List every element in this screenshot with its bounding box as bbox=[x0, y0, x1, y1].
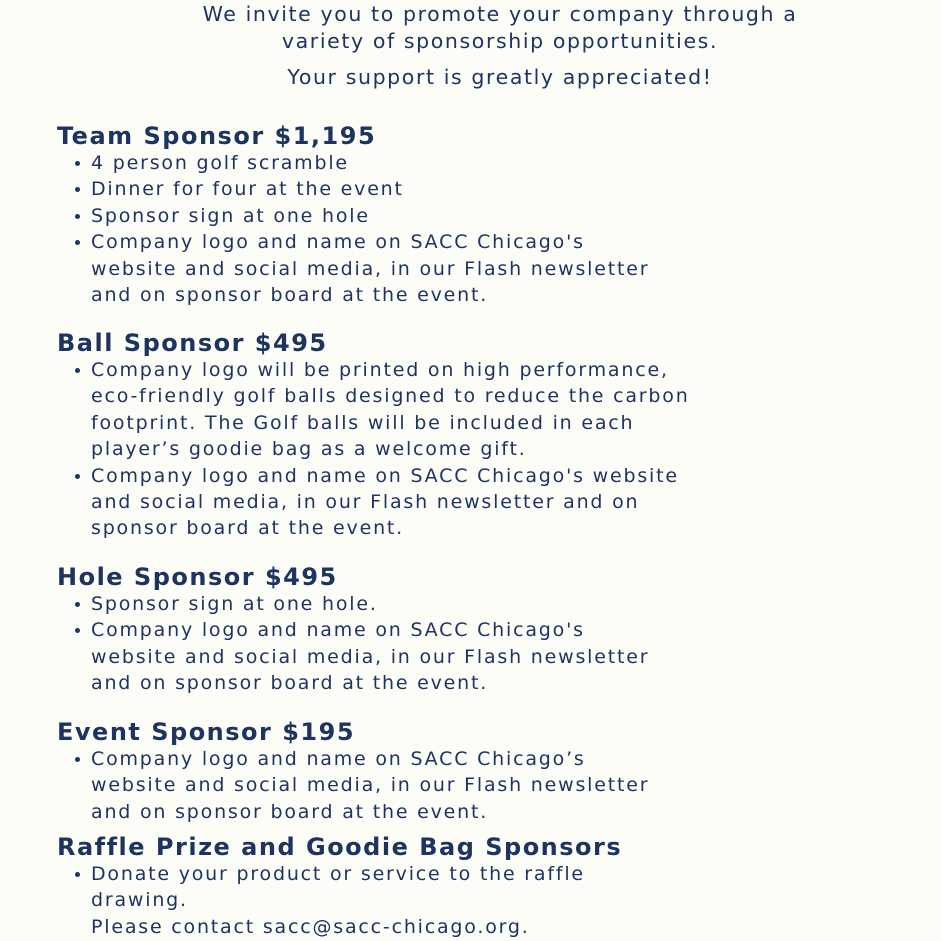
benefit-line: eco-friendly golf balls designed to reduce the carbon bbox=[91, 385, 690, 408]
benefit-line: player’s goodie bag as a welcome gift. bbox=[91, 438, 527, 461]
benefit-item bbox=[57, 861, 757, 940]
raffle-sponsor-heading: Raffle Prize and Goodie Bag Sponsors bbox=[57, 833, 623, 861]
benefit-item bbox=[57, 176, 757, 202]
benefit-line: website and social media, in our Flash newsletter bbox=[91, 257, 650, 280]
appreciation-text bbox=[0, 64, 941, 91]
hole-sponsor-benefits bbox=[57, 591, 757, 697]
benefit-item bbox=[57, 617, 757, 696]
team-sponsor-heading: Team Sponsor $1,195 bbox=[57, 122, 377, 150]
event-sponsor-benefits bbox=[57, 746, 757, 825]
event-sponsor-heading: Event Sponsor $195 bbox=[57, 718, 356, 746]
intro-line: variety of sponsorship opportunities. bbox=[281, 29, 719, 53]
benefit-line: and on sponsor board at the event. bbox=[91, 284, 489, 307]
benefit-line: Sponsor sign at one hole bbox=[91, 204, 370, 227]
raffle-sponsor-benefits bbox=[57, 861, 757, 940]
team-sponsor-benefits bbox=[57, 150, 757, 308]
benefit-line: Company logo and name on SACC Chicago’s bbox=[91, 748, 586, 770]
benefit-line: and on sponsor board at the event. bbox=[91, 672, 489, 695]
benefit-item bbox=[57, 591, 757, 617]
intro-text bbox=[0, 1, 941, 55]
hole-sponsor-section bbox=[57, 563, 757, 697]
ball-sponsor-section bbox=[57, 329, 757, 542]
benefit-line: website and social media, in our Flash newsletter bbox=[91, 774, 650, 797]
benefit-line: Company logo and name on SACC Chicago's bbox=[91, 231, 585, 254]
intro-line: We invite you to promote your company through a bbox=[202, 2, 798, 26]
benefit-line: Company logo and name on SACC Chicago's website bbox=[91, 464, 679, 487]
benefit-item bbox=[57, 150, 757, 176]
benefit-item bbox=[57, 229, 757, 308]
ball-sponsor-heading: Ball Sponsor $495 bbox=[57, 329, 328, 357]
benefit-line: website and social media, in our Flash newsletter bbox=[91, 645, 650, 668]
contact-line bbox=[91, 914, 757, 940]
contact-prefix: Please contact bbox=[91, 915, 263, 938]
benefit-line: Donate your product or service to the raffle bbox=[91, 863, 585, 885]
benefit-item bbox=[57, 463, 757, 542]
hole-sponsor-heading: Hole Sponsor $495 bbox=[57, 563, 338, 591]
team-sponsor-section bbox=[57, 122, 757, 308]
benefit-line: and social media, in our Flash newsletter and on bbox=[91, 491, 640, 514]
benefit-line: Company logo will be printed on high performance, bbox=[91, 359, 669, 381]
raffle-sponsor-section bbox=[57, 833, 757, 940]
benefit-line: and on sponsor board at the event. bbox=[91, 800, 489, 823]
benefit-line: footprint. The Golf balls will be included in each bbox=[91, 411, 635, 434]
ball-sponsor-benefits bbox=[57, 357, 757, 542]
benefit-item bbox=[57, 203, 757, 229]
benefit-item bbox=[57, 746, 757, 825]
contact-email-link[interactable]: sacc@sacc-chicago.org bbox=[262, 915, 522, 938]
benefit-line: Company logo and name on SACC Chicago's bbox=[91, 619, 585, 642]
benefit-item bbox=[57, 357, 757, 463]
benefit-line: drawing. bbox=[91, 889, 188, 912]
contact-suffix: . bbox=[521, 915, 530, 938]
event-sponsor-section bbox=[57, 718, 757, 825]
appreciation-line: Your support is greatly appreciated! bbox=[287, 65, 713, 89]
benefit-line: 4 person golf scramble bbox=[91, 152, 349, 174]
benefit-line: Sponsor sign at one hole. bbox=[91, 593, 378, 615]
benefit-line: sponsor board at the event. bbox=[91, 517, 405, 540]
benefit-line: Dinner for four at the event bbox=[91, 178, 404, 201]
